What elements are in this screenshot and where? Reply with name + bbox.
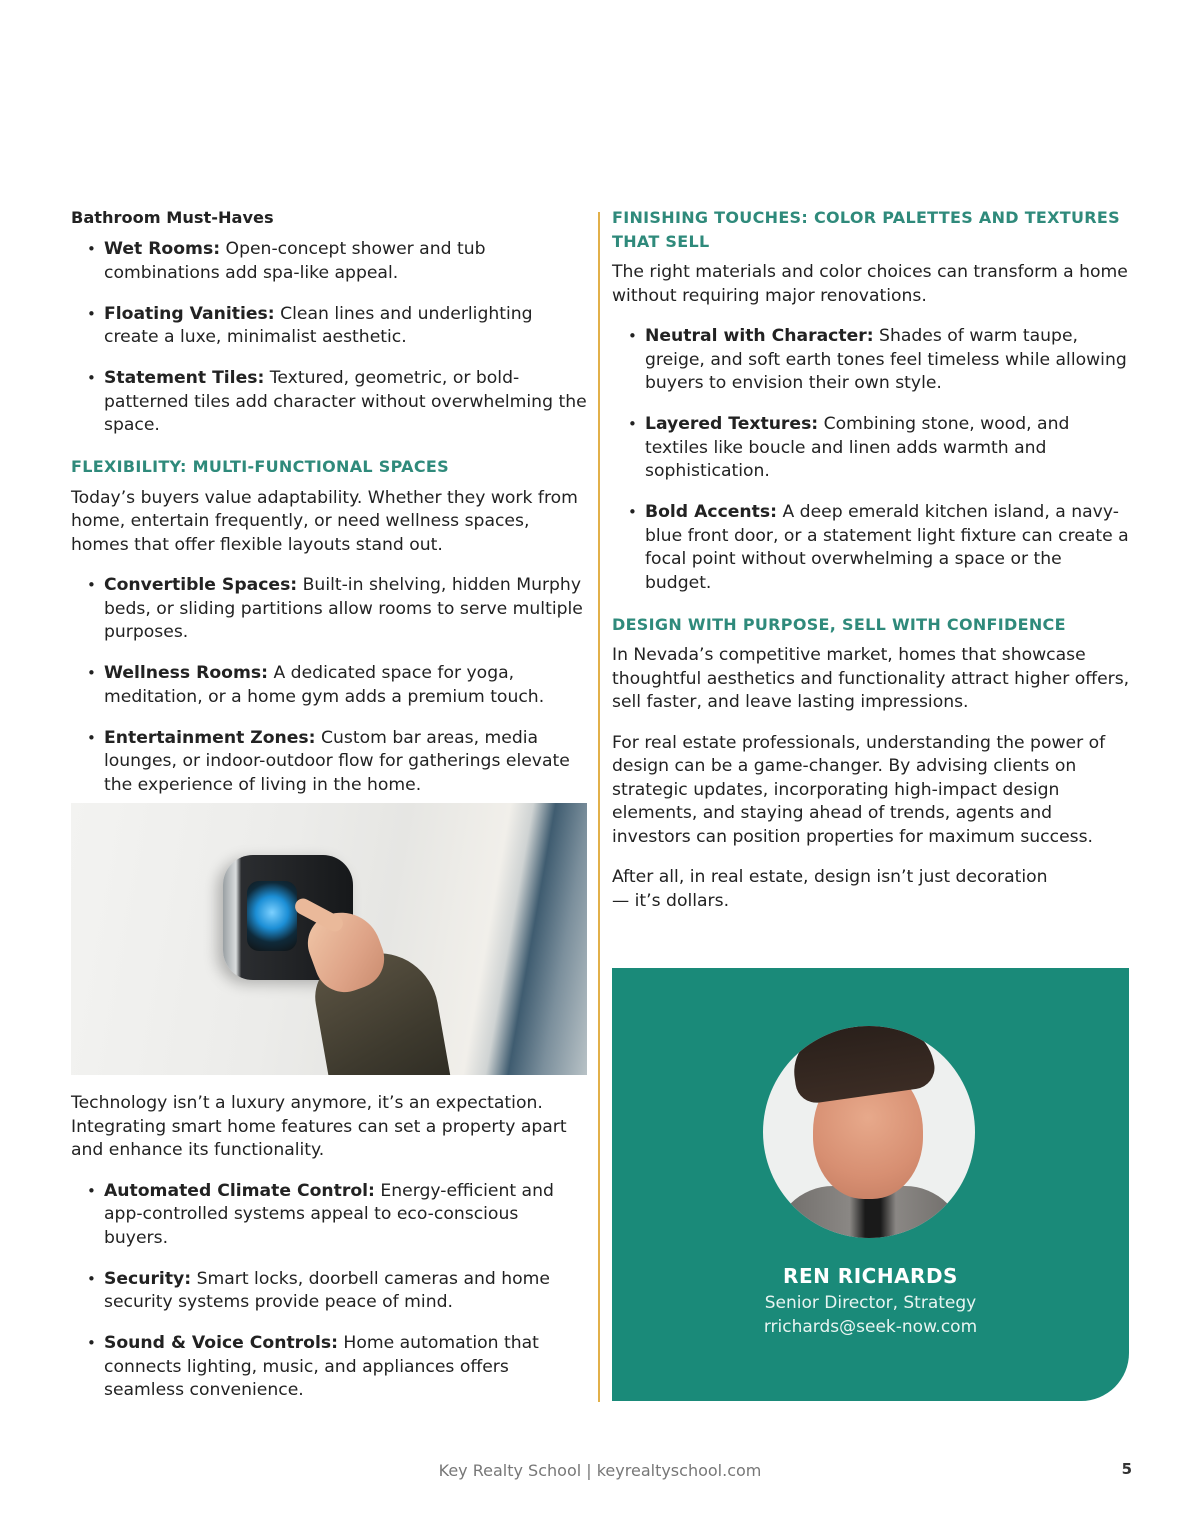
list-item — [104, 238, 587, 285]
list-item-term: Layered Textures: — [645, 414, 819, 434]
design-heading: DESIGN WITH PURPOSE, SELL WITH CONFIDENCE — [612, 614, 1066, 634]
list-item-text: Clean lines and underlighting create a luxe, minimalist aesthetic. — [104, 303, 533, 347]
list-item — [104, 662, 587, 709]
finishing-intro: The right materials and color choices can transform a home without requiring major renovations. — [612, 262, 1128, 306]
list-item-text: Custom bar areas, media lounges, or indoor-outdoor flow for gatherings elevate the experience of living in the home. — [104, 727, 570, 795]
list-item — [645, 413, 1132, 484]
list-item-term: Security: — [104, 1268, 192, 1289]
list-item — [104, 367, 587, 438]
smart-thermostat-photo — [71, 803, 587, 1075]
author-email[interactable]: rrichards@seek-now.com — [763, 1317, 978, 1337]
list-item — [645, 501, 1132, 595]
author-avatar — [763, 1026, 975, 1238]
list-item-text: Combining stone, wood, and textiles like boucle and linen adds warmth and sophistication. — [645, 414, 1070, 481]
thermostat-screen — [247, 881, 297, 951]
footer-text: Key Realty School | keyrealtyschool.com — [438, 1461, 762, 1480]
list-item-term: Entertainment Zones: — [104, 727, 316, 748]
author-name: REN RICHARDS — [783, 1264, 958, 1288]
list-item — [104, 1268, 587, 1315]
right-column — [612, 206, 1132, 930]
list-item-term: Wet Rooms: — [104, 239, 221, 259]
bathroom-list — [71, 238, 587, 438]
list-item-text: Built-in shelving, hidden Murphy beds, or sliding partitions allow rooms to serve multiple purposes. — [104, 575, 583, 642]
list-item-text: Home automation that connects lighting, music, and appliances offers seamless convenience. — [104, 1333, 539, 1400]
list-item — [104, 727, 587, 798]
list-item-term: Statement Tiles: — [104, 368, 265, 388]
tech-list — [71, 1180, 587, 1403]
list-item — [104, 574, 587, 645]
list-item — [104, 1332, 587, 1403]
list-item-text: Smart locks, doorbell cameras and home security systems provide peace of mind. — [104, 1268, 550, 1312]
list-item-term: Convertible Spaces: — [104, 575, 298, 595]
design-paragraph-1: In Nevada’s competitive market, homes that showcase thoughtful aesthetics and functionality attract higher offers, sell faster, and leave lasting impressions. — [612, 645, 1130, 712]
finishing-heading: FINISHING TOUCHES: COLOR PALETTES AND TEXTURES THAT SELL — [612, 208, 1120, 251]
list-item-term: Floating Vanities: — [104, 303, 275, 324]
finishing-list — [612, 325, 1132, 595]
list-item — [645, 325, 1132, 396]
design-paragraph-3: After all, in real estate, design isn’t just decoration— it’s dollars. — [612, 867, 1048, 911]
tech-section — [71, 1092, 587, 1420]
list-item-term: Wellness Rooms: — [104, 663, 268, 683]
flexibility-intro: Today’s buyers value adaptability. Whether they work from home, entertain frequently, or need wellness spaces, homes that offer flexible layouts stand out. — [71, 487, 578, 555]
column-divider — [598, 212, 600, 1402]
list-item-text: Open-concept shower and tub combinations add spa-like appeal. — [104, 239, 486, 283]
list-item-text: Textured, geometric, or bold-patterned tiles add character without overwhelming the space. — [104, 368, 587, 435]
list-item-term: Neutral with Character: — [645, 326, 874, 346]
list-item-text: A dedicated space for yoga, meditation, or a home gym adds a premium touch. — [104, 663, 545, 707]
author-role: Senior Director, Strategy — [764, 1293, 977, 1313]
list-item-text: Shades of warm taupe, greige, and soft earth tones feel timeless while allowing buyers to envision their own style. — [645, 326, 1127, 393]
flexibility-heading: FLEXIBILITY: MULTI-FUNCTIONAL SPACES — [71, 457, 449, 476]
list-item-term: Automated Climate Control: — [104, 1180, 375, 1201]
tech-intro: Technology isn’t a luxury anymore, it’s an expectation. Integrating smart home features can set a property apart and enhance its functionality. — [71, 1093, 567, 1160]
list-item-term: Bold Accents: — [645, 502, 777, 522]
list-item — [104, 303, 587, 350]
list-item-text: A deep emerald kitchen island, a navy-blue front door, or a statement light fixture can create a focal point without overwhelming a space or the budget. — [645, 502, 1129, 593]
avatar-hair — [789, 1026, 937, 1105]
list-item-text: Energy-efficient and app-controlled systems appeal to eco-conscious buyers. — [104, 1180, 554, 1248]
page-number: 5 — [1121, 1460, 1132, 1478]
author-card — [612, 968, 1129, 1401]
left-column — [71, 206, 587, 815]
flexibility-list — [71, 574, 587, 797]
bathroom-heading: Bathroom Must-Haves — [71, 208, 274, 227]
list-item — [104, 1180, 587, 1251]
list-item-term: Sound & Voice Controls: — [104, 1333, 338, 1353]
design-paragraph-2: For real estate professionals, understanding the power of design can be a game-changer. By advising clients on strategic updates, incorporating high-impact design elements, and staying ahead of trends, agents and investors can position properties for maximum success. — [612, 732, 1106, 847]
